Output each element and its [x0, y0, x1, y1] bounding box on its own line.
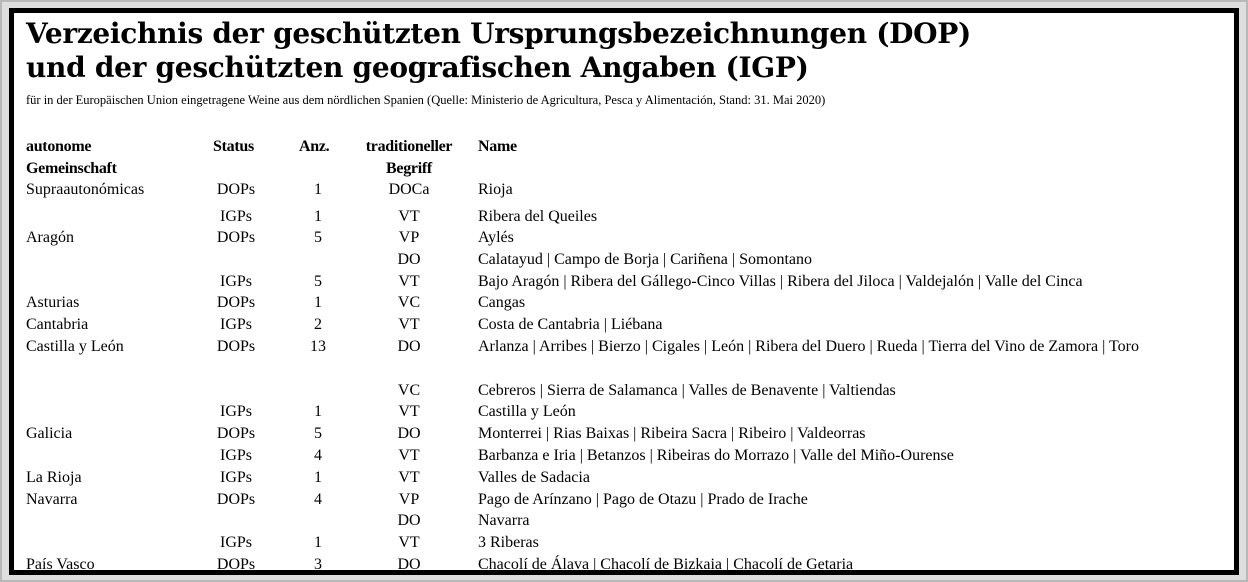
cell-names-text: Chacolí de Álava | Chacolí de Bizkaia | Chacolí de Getaria — [478, 556, 854, 573]
cell-status-text: DOPs — [216, 294, 256, 311]
cell-term-text: VC — [397, 294, 421, 311]
cell-count-text: 1 — [314, 294, 322, 311]
cell-term-text: DO — [397, 338, 421, 355]
cell-region-text: País Vasco — [26, 556, 95, 573]
cell-region-text: Castilla y León — [26, 338, 124, 355]
cell-count-text: 1 — [314, 208, 322, 225]
cell-names — [478, 292, 1213, 314]
cell-region — [26, 292, 79, 313]
cell-status-text: DOPs — [216, 181, 256, 198]
cell-names — [478, 380, 1213, 402]
cell-names — [478, 489, 1213, 511]
cell-names-text: Calatayud | Campo de Borja | Cariñena | Somontano — [478, 251, 812, 268]
cell-names — [478, 249, 1213, 271]
cell-region-text: Asturias — [26, 294, 80, 311]
cell-term-text: VT — [398, 208, 420, 225]
cell-term-text: DO — [397, 556, 421, 573]
cell-region-text: La Rioja — [26, 469, 82, 486]
header-region-line-1: autonome — [26, 138, 92, 155]
header-region — [26, 136, 117, 180]
cell-names-text: Ribera del Queiles — [478, 208, 598, 225]
cell-names — [478, 314, 1213, 336]
cell-term-text: VT — [398, 403, 420, 420]
cell-status-text: IGPs — [220, 469, 253, 486]
cell-term-text: VT — [398, 447, 420, 464]
cell-status-text: DOPs — [216, 338, 256, 355]
cell-names-text: Cebreros | Sierra de Salamanca | Valles de Benavente | Valtiendas — [478, 382, 896, 399]
cell-names-text: Arlanza | Arribes | Bierzo | Cigales | León | Ribera del Duero | Rueda | Tierra del Vino de Zamora | Toro — [478, 338, 1139, 355]
cell-status-text: DOPs — [216, 425, 256, 442]
cell-region — [26, 336, 124, 357]
cell-region-text: Cantabria — [26, 316, 89, 333]
cell-names — [478, 179, 1213, 201]
cell-region — [26, 423, 72, 444]
header-term-line-1: traditioneller — [365, 138, 453, 155]
cell-status-text: DOPs — [216, 229, 256, 246]
cell-term-text: DO — [397, 512, 421, 529]
cell-count-text: 3 — [314, 556, 322, 573]
cell-status-text: IGPs — [220, 534, 253, 551]
cell-names-text: 3 Riberas — [478, 534, 539, 551]
cell-names-text: Costa de Cantabria | Liébana — [478, 316, 663, 333]
header-status: Status — [213, 138, 254, 155]
cell-names-text: Monterrei | Rias Baixas | Ribeira Sacra | Ribeiro | Valdeorras — [478, 425, 866, 442]
cell-region — [26, 227, 74, 248]
cell-names-text: Pago de Arínzano | Pago de Otazu | Prado de Irache — [478, 491, 808, 508]
cell-names-text: Cangas — [478, 294, 526, 311]
header-traditional-term — [360, 136, 458, 180]
cell-names — [478, 206, 1213, 228]
cell-term-text: VT — [398, 316, 420, 333]
cell-count-text: 5 — [314, 425, 322, 442]
cell-region-text: Supraautonómicas — [26, 181, 145, 198]
cell-names — [478, 336, 1213, 358]
cell-region — [26, 314, 88, 335]
cell-names-text: Barbanza e Iria | Betanzos | Ribeiras do Morrazo | Valle del Miño-Ourense — [478, 447, 954, 464]
cell-names-text: Navarra — [478, 512, 530, 529]
cell-term-text: VC — [397, 382, 421, 399]
cell-region — [26, 489, 78, 510]
cell-count-text: 5 — [314, 273, 322, 290]
cell-term-text: DOCa — [388, 181, 430, 198]
table-frame — [9, 8, 1239, 575]
cell-region — [26, 179, 144, 200]
cell-names — [478, 510, 1213, 532]
cell-term-text: DO — [397, 425, 421, 442]
cell-count-text: 1 — [314, 534, 322, 551]
document-subtitle: für in der Europäischen Union eingetragene Weine aus dem nördlichen Spanien (Quelle: Ministerio de Agricultura, Pesca y Alimentación, Stand: 31. Mai 2020) — [26, 93, 826, 107]
cell-status-text: IGPs — [220, 403, 253, 420]
cell-names — [478, 467, 1213, 489]
cell-term-text: VT — [398, 534, 420, 551]
header-count: Anz. — [299, 138, 330, 155]
cell-term-text: VT — [398, 469, 420, 486]
cell-count-text: 1 — [314, 181, 322, 198]
cell-term-text: VP — [398, 491, 420, 508]
cell-names — [478, 423, 1213, 445]
cell-status-text: IGPs — [220, 208, 253, 225]
cell-region-text: Aragón — [26, 229, 74, 246]
cell-names-text: Valles de Sadacia — [478, 469, 590, 486]
cell-count-text: 4 — [314, 447, 322, 464]
cell-region-text: Galicia — [26, 425, 73, 442]
cell-status-text: DOPs — [216, 556, 256, 573]
cell-names-text: Castilla y León — [478, 403, 576, 420]
cell-names-text: Bajo Aragón | Ribera del Gállego-Cinco Villas | Ribera del Jiloca | Valdejalón | Valle del Cinca — [478, 273, 1083, 290]
cell-status-text: IGPs — [220, 316, 253, 333]
cell-term-text: VT — [398, 273, 420, 290]
cell-names — [478, 445, 1213, 467]
cell-names-text: Aylés — [478, 229, 514, 246]
cell-count-text: 2 — [314, 316, 322, 333]
cell-term-text: VP — [398, 229, 420, 246]
cell-status-text: IGPs — [220, 273, 253, 290]
cell-names — [478, 532, 1213, 554]
cell-count-text: 1 — [314, 469, 322, 486]
cell-names — [478, 554, 1213, 576]
cell-count-text: 4 — [314, 491, 322, 508]
document-title — [26, 17, 971, 85]
cell-term-text: DO — [397, 251, 421, 268]
cell-count-text: 1 — [314, 403, 322, 420]
cell-status-text: IGPs — [220, 447, 253, 464]
cell-names — [478, 401, 1213, 423]
header-term-line-2: Begriff — [386, 160, 432, 177]
cell-names — [478, 271, 1213, 293]
cell-names-text: Rioja — [478, 181, 513, 198]
cell-count-text: 5 — [314, 229, 322, 246]
header-name: Name — [478, 138, 517, 155]
cell-count-text: 13 — [310, 338, 326, 355]
cell-region — [26, 554, 95, 575]
title-line-1: Verzeichnis der geschützten Ursprungsbezeichnungen (DOP) — [26, 17, 971, 50]
cell-names — [478, 227, 1213, 249]
header-region-line-2: Gemeinschaft — [26, 160, 117, 177]
cell-region — [26, 467, 82, 488]
title-line-2: und der geschützten geografischen Angaben (IGP) — [26, 51, 809, 84]
cell-status-text: DOPs — [216, 491, 256, 508]
cell-region-text: Navarra — [26, 491, 78, 508]
